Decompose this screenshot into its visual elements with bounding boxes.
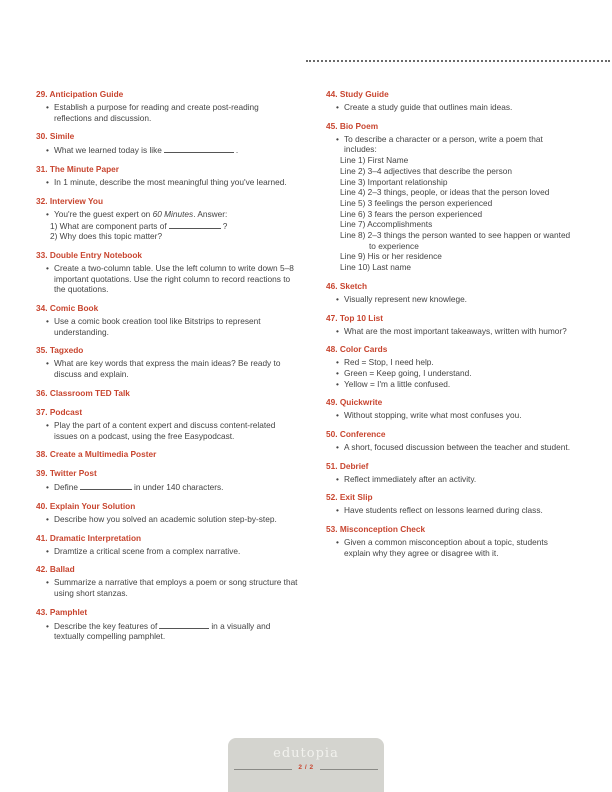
footer-rule-right <box>320 769 378 770</box>
strategy-heading: 31. The Minute Paper <box>36 164 119 175</box>
strategy-heading: 47. Top 10 List <box>326 312 384 323</box>
strategy-heading: 50. Conference <box>326 429 386 440</box>
bullet-text: • Create a two-column table. Use the left column to write down 5–8 important quotations. Use the right column to record reactions to the quotations. <box>36 263 298 295</box>
strategy-44-study-guide <box>326 89 576 113</box>
bullet-text: • A short, focused discussion between the teacher and student. <box>326 442 576 453</box>
strategy-heading: 44. Study Guide <box>326 89 389 99</box>
text-prefix: You're the guest expert on <box>54 208 153 219</box>
strategy-heading: 38. Create a Multimedia Poster <box>36 449 157 460</box>
text-prefix: 1) What are component parts of <box>50 220 167 231</box>
strategy-45-bio-poem <box>326 121 576 273</box>
bullet-text: • What are the most important takeaways, written with humor? <box>326 326 576 337</box>
bullet-text: • Describe how you solved an academic solution step-by-step. <box>36 514 298 525</box>
strategy-33-double-entry-notebook <box>36 250 298 295</box>
strategy-36-classroom-ted-talk <box>36 388 298 399</box>
strategy-heading: 36. Classroom TED Talk <box>36 387 130 398</box>
edutopia-logo: edutopia <box>273 746 339 761</box>
strategy-heading: 53. Misconception Check <box>326 524 426 535</box>
strategy-42-ballad <box>36 564 298 598</box>
bullet-text: • Use a comic book creation tool like Bitstrips to represent understanding. <box>36 316 298 337</box>
strategy-32-interview-you <box>36 196 298 242</box>
strategy-51-debrief <box>326 461 576 485</box>
strategy-49-quickwrite <box>326 397 576 421</box>
page-number: 2 / 2 <box>298 764 314 771</box>
bullet-text: • Visually represent new knowlege. <box>326 294 576 305</box>
bullet-text: • What are key words that express the main ideas? Be ready to discuss and explain. <box>36 358 298 379</box>
fill-in-blank <box>164 144 234 153</box>
strategy-34-comic-book <box>36 303 298 337</box>
line-text: Line 8) 2–3 things the person wanted to see happen or wanted to experience <box>340 230 571 251</box>
line-text: Line 9) His or her residence <box>340 251 442 262</box>
strategy-29-anticipation-guide <box>36 89 298 123</box>
line-text: Line 6) 3 fears the person experienced <box>340 208 483 219</box>
strategy-heading: 33. Double Entry Notebook <box>36 249 143 260</box>
bullet-text <box>36 620 298 642</box>
bullet-text: • Green = Keep going, I understand. <box>326 368 576 379</box>
fill-in-blank <box>159 620 209 629</box>
strategy-heading: 35. Tagxedo <box>36 345 84 356</box>
strategy-30-simile <box>36 131 298 156</box>
line-text: Line 2) 3–4 adjectives that describe the person <box>340 165 513 176</box>
strategy-heading: 37. Podcast <box>36 406 83 417</box>
strategy-heading: 34. Comic Book <box>36 303 99 314</box>
show-title: 60 Minutes <box>152 208 194 219</box>
strategy-heading: 49. Quickwrite <box>326 397 383 408</box>
right-column <box>326 89 576 567</box>
strategy-48-color-cards <box>326 344 576 389</box>
bullet-text <box>36 209 298 220</box>
line-text <box>36 220 298 232</box>
text-prefix: Define <box>54 482 78 493</box>
line-text: Line 10) Last name <box>340 262 412 273</box>
strategy-heading: 40. Explain Your Solution <box>36 500 136 511</box>
fill-in-blank <box>80 481 132 490</box>
line-text: Line 4) 2–3 things, people, or ideas that the person loved <box>340 187 550 198</box>
top-dotted-rule <box>306 60 610 62</box>
bullet-text: • To describe a character or a person, write a poem that includes: <box>326 134 576 155</box>
line-text: Line 5) 3 feelings the person experienced <box>340 197 493 208</box>
bullet-text: • Given a common misconception about a topic, students explain why they agree or disagree with it. <box>326 537 576 558</box>
fill-in-blank <box>169 220 221 229</box>
strategy-50-conference <box>326 429 576 453</box>
strategy-35-tagxedo <box>36 345 298 379</box>
strategy-heading: 41. Dramatic Interpretation <box>36 532 142 543</box>
bullet-text: • Red = Stop, I need help. <box>326 357 576 368</box>
strategy-heading: 43. Pamphlet <box>36 606 88 617</box>
strategy-53-misconception-check <box>326 524 576 558</box>
line-text: Line 1) First Name <box>340 155 409 166</box>
text-suffix: . Answer: <box>193 208 228 219</box>
strategy-heading: 29. Anticipation Guide <box>36 89 124 99</box>
line-text: 2) Why does this topic matter? <box>50 231 163 242</box>
strategy-37-podcast <box>36 407 298 441</box>
strategy-38-create-a-multimedia-poster <box>36 449 298 460</box>
text-suffix: . <box>235 145 239 156</box>
strategy-heading: 52. Exit Slip <box>326 492 373 503</box>
line-text: Line 3) Important relationship <box>340 176 448 187</box>
bullet-text: • Reflect immediately after an activity. <box>326 474 576 485</box>
bullet-text: • In 1 minute, describe the most meaningful thing you've learned. <box>36 177 298 188</box>
footer <box>228 738 384 792</box>
bullet-text: • Have students reflect on lessons learned during class. <box>326 505 576 516</box>
strategy-39-twitter-post <box>36 468 298 493</box>
strategy-heading: 46. Sketch <box>326 280 368 291</box>
strategy-31-the-minute-paper <box>36 164 298 188</box>
bullet-text: • Create a study guide that outlines main ideas. <box>326 102 576 113</box>
text-prefix: What we learned today is like <box>54 145 162 156</box>
text-suffix: ? <box>222 220 228 231</box>
strategy-47-top-10-list <box>326 313 576 337</box>
bullet-text: • Dramtize a critical scene from a complex narrative. <box>36 546 298 557</box>
strategy-40-explain-your-solution <box>36 501 298 525</box>
strategy-41-dramatic-interpretation <box>36 533 298 557</box>
strategy-heading: 42. Ballad <box>36 564 75 575</box>
bullet-text: • Without stopping, write what most confuses you. <box>326 410 576 421</box>
bullet-text <box>36 481 298 493</box>
text-suffix: in a visually and textually compelling pamphlet. <box>54 620 271 642</box>
strategy-heading: 39. Twitter Post <box>36 468 97 479</box>
strategy-52-exit-slip <box>326 492 576 516</box>
line-text: Line 7) Accomplishments <box>340 219 433 230</box>
strategy-heading: 51. Debrief <box>326 460 369 471</box>
strategy-heading: 48. Color Cards <box>326 344 388 355</box>
bullet-text: • Summarize a narrative that employs a poem or song structure that using short stanzas. <box>36 577 298 598</box>
bullet-text: • Yellow = I'm a little confused. <box>326 379 576 390</box>
strategy-46-sketch <box>326 281 576 305</box>
bullet-text: • Play the part of a content expert and discuss content-related issues on a podcast, using the free Easypodcast. <box>36 420 298 441</box>
left-column <box>36 89 298 650</box>
text-suffix: in under 140 characters. <box>133 482 224 493</box>
strategy-heading: 30. Simile <box>36 131 75 142</box>
strategy-heading: 32. Interview You <box>36 195 104 206</box>
bullet-text <box>36 144 298 156</box>
bullet-text: • Establish a purpose for reading and create post-reading reflections and discussion. <box>36 102 298 123</box>
strategy-heading: 45. Bio Poem <box>326 120 379 131</box>
text-prefix: Describe the key features of <box>54 620 158 631</box>
strategy-43-pamphlet <box>36 607 298 642</box>
